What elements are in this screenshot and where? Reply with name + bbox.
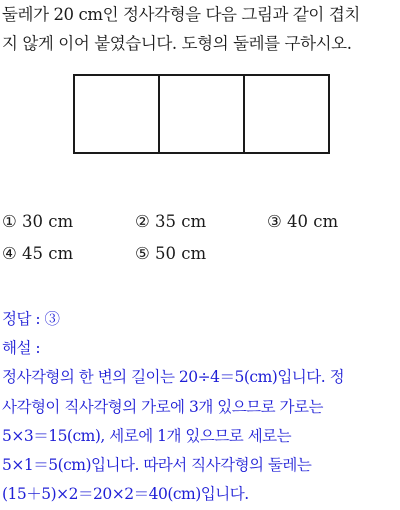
choice-4[interactable]: ④ 45 cm: [2, 244, 74, 263]
solution-block: [2, 305, 400, 509]
question-text: [2, 0, 398, 58]
question-line-2: 지 않게 이어 붙였습니다. 도형의 둘레를 구하시오.: [2, 34, 352, 53]
explanation-line-3: 5×3＝15(cm), 세로에 1개 있으므로 세로는: [2, 426, 292, 445]
choice-3[interactable]: ③ 40 cm: [267, 212, 339, 231]
figure-svg: [73, 74, 330, 154]
square-2: [159, 75, 244, 153]
explanation-line-5: (15＋5)×2＝20×2＝40(cm)입니다.: [2, 485, 249, 504]
square-3: [244, 75, 329, 153]
question-line-1: 둘레가 20 cm인 정사각형을 다음 그림과 같이 겹치: [2, 5, 360, 24]
answer-line: 정답 : ③: [2, 310, 60, 328]
explanation-line-2: 사각형이 직사각형의 가로에 3개 있으므로 가로는: [2, 397, 323, 416]
explanation-line-4: 5×1＝5(cm)입니다. 따라서 직사각형의 둘레는: [2, 456, 312, 475]
choice-2[interactable]: ② 35 cm: [135, 212, 207, 231]
choice-1[interactable]: ① 30 cm: [2, 212, 74, 231]
three-squares-figure: [73, 74, 330, 154]
explanation-line-1: 정사각형의 한 변의 길이는 20÷4＝5(cm)입니다. 정: [2, 368, 345, 387]
explanation-heading: 해설 :: [2, 339, 41, 358]
square-1: [74, 75, 159, 153]
choice-5[interactable]: ⑤ 50 cm: [135, 244, 207, 263]
